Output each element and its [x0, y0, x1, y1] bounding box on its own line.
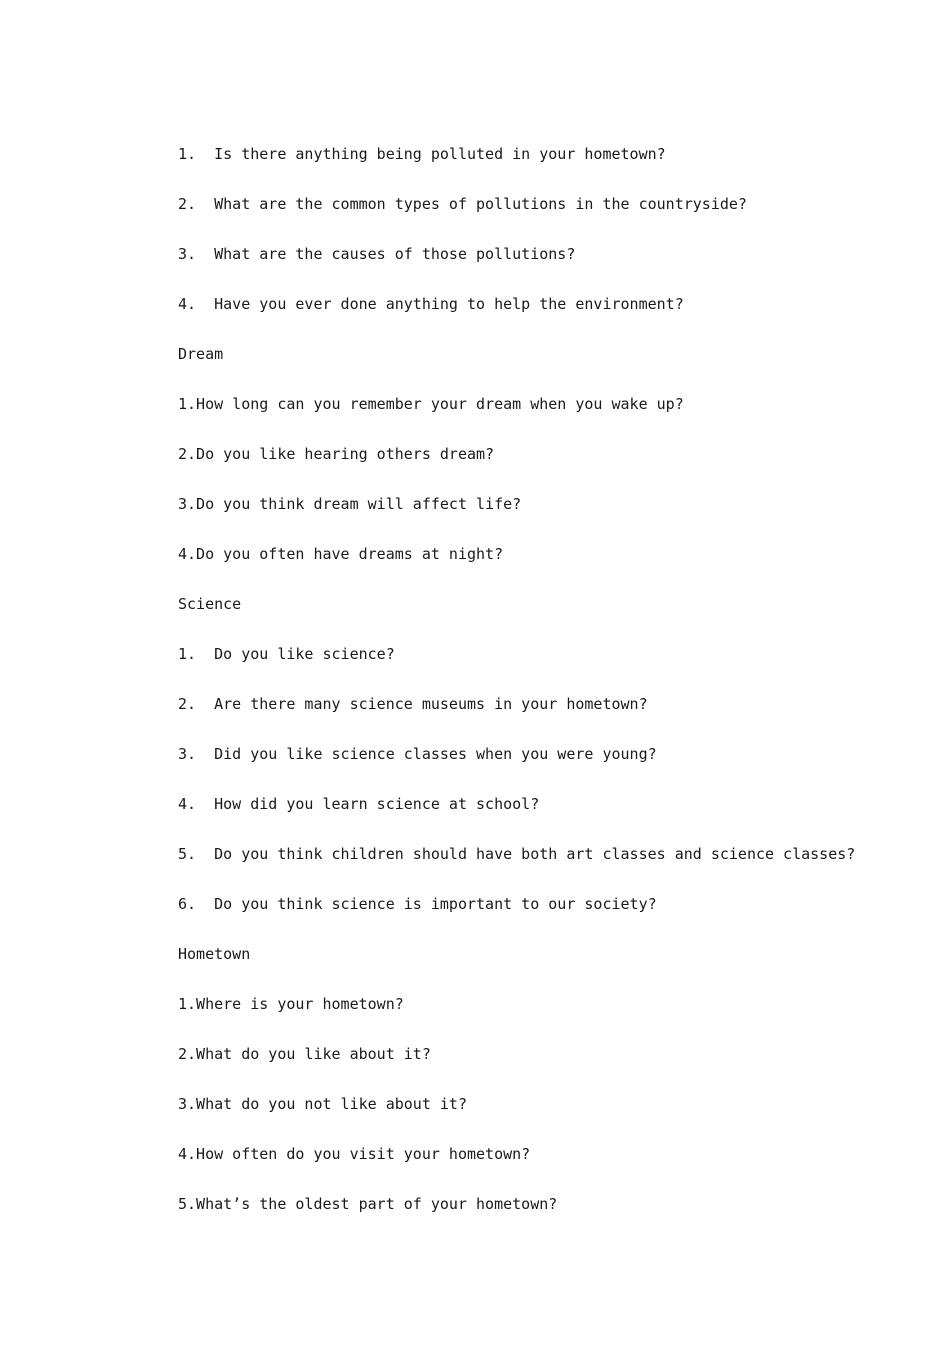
question-science-2: 2. Are there many science museums in your hometown?	[178, 695, 648, 713]
question-science-3: 3. Did you like science classes when you were young?	[178, 745, 657, 763]
section-heading-hometown: Hometown	[178, 945, 251, 963]
question-pollution-2: 2. What are the common types of pollutions in the countryside?	[178, 195, 747, 213]
section-heading-science: Science	[178, 595, 242, 613]
section-heading-dream: Dream	[178, 345, 224, 363]
question-dream-3: 3.Do you think dream will affect life?	[178, 495, 522, 513]
question-hometown-5: 5.What’s the oldest part of your hometown?	[178, 1195, 558, 1213]
question-science-4: 4. How did you learn science at school?	[178, 795, 540, 813]
question-hometown-4: 4.How often do you visit your hometown?	[178, 1145, 531, 1163]
question-pollution-1: 1. Is there anything being polluted in your hometown?	[178, 145, 666, 163]
question-hometown-2: 2.What do you like about it?	[178, 1045, 431, 1063]
question-pollution-4: 4. Have you ever done anything to help the environment?	[178, 295, 684, 313]
question-hometown-3: 3.What do you not like about it?	[178, 1095, 467, 1113]
question-dream-1: 1.How long can you remember your dream when you wake up?	[178, 395, 684, 413]
question-hometown-1: 1.Where is your hometown?	[178, 995, 404, 1013]
question-pollution-3: 3. What are the causes of those pollutions?	[178, 245, 576, 263]
question-dream-2: 2.Do you like hearing others dream?	[178, 445, 495, 463]
question-science-6: 6. Do you think science is important to our society?	[178, 895, 657, 913]
question-dream-4: 4.Do you often have dreams at night?	[178, 545, 504, 563]
question-science-1: 1. Do you like science?	[178, 645, 395, 663]
question-list	[178, 144, 918, 1244]
question-science-5: 5. Do you think children should have both art classes and science classes?	[178, 845, 856, 863]
